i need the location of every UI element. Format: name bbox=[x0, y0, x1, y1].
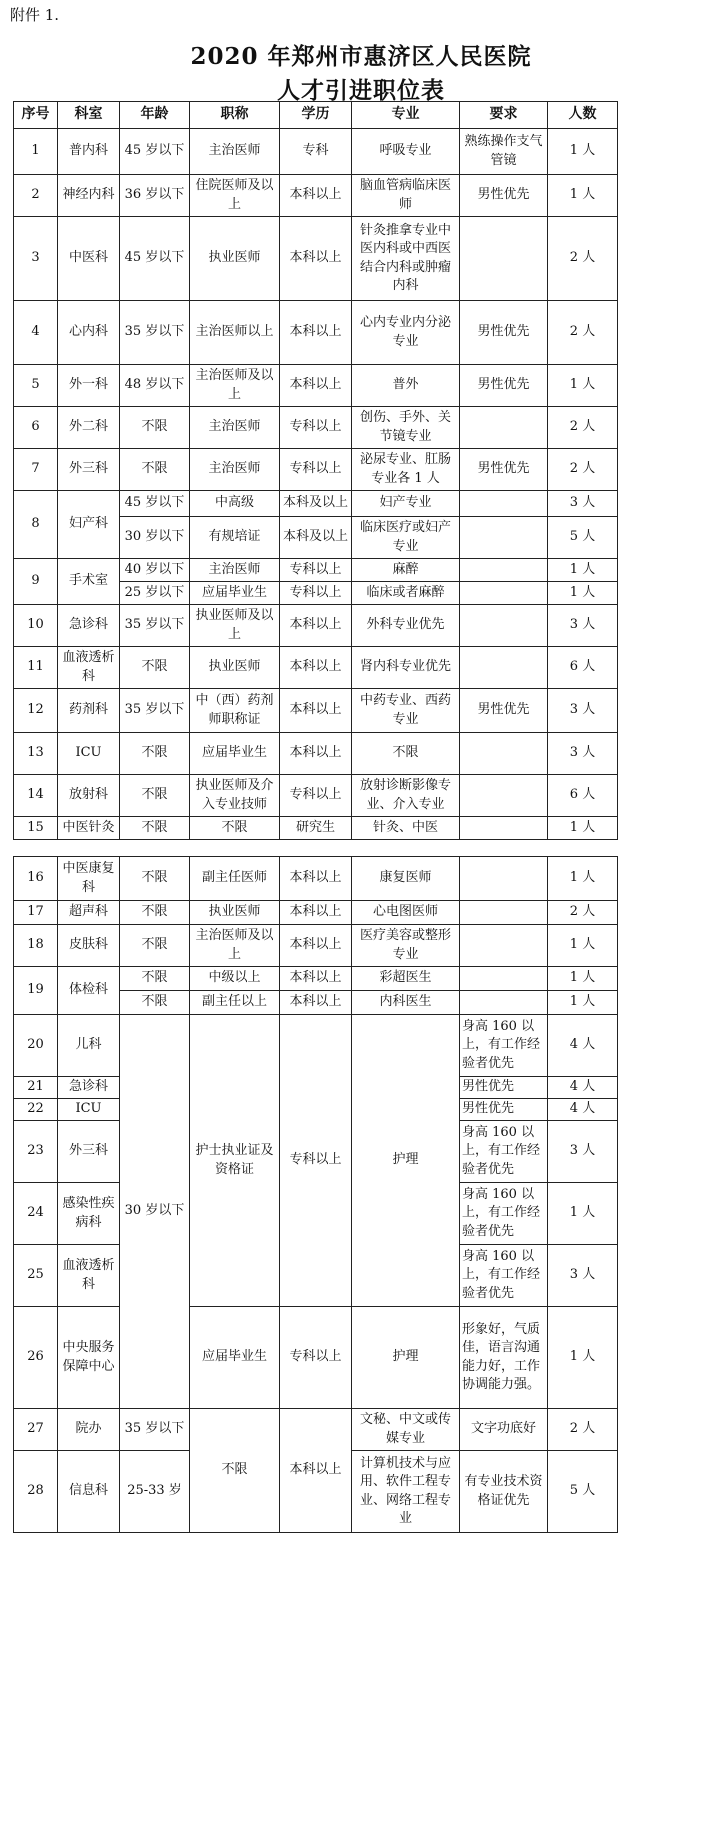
cell-edu: 本科以上 bbox=[280, 365, 352, 407]
document-title: 2020 年郑州市惠济区人民医院 bbox=[190, 43, 532, 70]
cell-age: 45 岁以下 bbox=[120, 491, 190, 517]
cell-num: 5 人 bbox=[548, 1451, 618, 1533]
cell-major: 临床或者麻醉 bbox=[352, 582, 460, 605]
table-row bbox=[14, 647, 618, 689]
cell-edu: 本科及以上 bbox=[280, 491, 352, 517]
cell-req bbox=[460, 582, 548, 605]
cell-dept: 院办 bbox=[58, 1409, 120, 1451]
cell-age: 不限 bbox=[120, 991, 190, 1015]
cell-dept: 感染性疾病科 bbox=[58, 1183, 120, 1245]
cell-no: 4 bbox=[14, 301, 58, 365]
cell-major: 脑血管病临床医师 bbox=[352, 175, 460, 217]
cell-title: 主治医师以上 bbox=[190, 301, 280, 365]
cell-dept: 体检科 bbox=[58, 967, 120, 1015]
table-row bbox=[14, 129, 618, 175]
cell-num: 1 人 bbox=[548, 925, 618, 967]
cell-num: 1 人 bbox=[548, 175, 618, 217]
cell-num: 2 人 bbox=[548, 901, 618, 925]
positions-table-part2 bbox=[13, 856, 618, 1533]
cell-edu: 专科 bbox=[280, 129, 352, 175]
cell-num: 1 人 bbox=[548, 1307, 618, 1409]
cell-dept: 皮肤科 bbox=[58, 925, 120, 967]
cell-req: 男性优先 bbox=[460, 1077, 548, 1099]
cell-num: 1 人 bbox=[548, 857, 618, 901]
cell-edu: 本科以上 bbox=[280, 857, 352, 901]
cell-age: 35 岁以下 bbox=[120, 301, 190, 365]
cell-dept: 超声科 bbox=[58, 901, 120, 925]
cell-age: 40 岁以下 bbox=[120, 559, 190, 582]
table-row bbox=[14, 925, 618, 967]
cell-age: 45 岁以下 bbox=[120, 129, 190, 175]
cell-major: 呼吸专业 bbox=[352, 129, 460, 175]
cell-num: 1 人 bbox=[548, 1183, 618, 1245]
cell-num: 4 人 bbox=[548, 1015, 618, 1077]
cell-no: 21 bbox=[14, 1077, 58, 1099]
cell-dept: ICU bbox=[58, 733, 120, 775]
cell-no: 9 bbox=[14, 559, 58, 605]
document-subtitle: 人才引进职位表 bbox=[277, 77, 445, 104]
cell-no: 18 bbox=[14, 925, 58, 967]
cell-num: 4 人 bbox=[548, 1077, 618, 1099]
cell-age: 25 岁以下 bbox=[120, 582, 190, 605]
header-major: 专业 bbox=[352, 102, 460, 129]
cell-dept: 中医针灸 bbox=[58, 817, 120, 840]
cell-dept: 中医科 bbox=[58, 217, 120, 301]
cell-no: 23 bbox=[14, 1121, 58, 1183]
cell-no: 25 bbox=[14, 1245, 58, 1307]
cell-edu: 专科以上 bbox=[280, 775, 352, 817]
cell-num: 3 人 bbox=[548, 1121, 618, 1183]
cell-age: 30 岁以下 bbox=[120, 1015, 190, 1409]
cell-req: 男性优先 bbox=[460, 689, 548, 733]
table-row bbox=[14, 967, 618, 991]
cell-title: 副主任医师 bbox=[190, 857, 280, 901]
cell-major: 护理 bbox=[352, 1307, 460, 1409]
cell-num: 1 人 bbox=[548, 991, 618, 1015]
cell-age: 35 岁以下 bbox=[120, 1409, 190, 1451]
cell-age: 不限 bbox=[120, 817, 190, 840]
cell-no: 10 bbox=[14, 605, 58, 647]
cell-num: 3 人 bbox=[548, 733, 618, 775]
cell-major: 计算机技术与应用、软件工程专业、网络工程专业 bbox=[352, 1451, 460, 1533]
header-no: 序号 bbox=[14, 102, 58, 129]
cell-no: 17 bbox=[14, 901, 58, 925]
cell-req: 男性优先 bbox=[460, 449, 548, 491]
cell-no: 7 bbox=[14, 449, 58, 491]
cell-num: 2 人 bbox=[548, 301, 618, 365]
cell-num: 3 人 bbox=[548, 491, 618, 517]
table-row bbox=[14, 301, 618, 365]
cell-title: 主治医师 bbox=[190, 407, 280, 449]
table-row bbox=[14, 605, 618, 647]
cell-major: 泌尿专业、肛肠专业各 1 人 bbox=[352, 449, 460, 491]
cell-num: 2 人 bbox=[548, 449, 618, 491]
cell-edu: 专科以上 bbox=[280, 407, 352, 449]
cell-age: 35 岁以下 bbox=[120, 605, 190, 647]
cell-title: 主治医师 bbox=[190, 559, 280, 582]
cell-age: 不限 bbox=[120, 407, 190, 449]
cell-title: 主治医师及以上 bbox=[190, 925, 280, 967]
cell-edu: 本科以上 bbox=[280, 991, 352, 1015]
cell-req: 有专业技术资格证优先 bbox=[460, 1451, 548, 1533]
cell-age: 不限 bbox=[120, 449, 190, 491]
cell-no: 27 bbox=[14, 1409, 58, 1451]
table-row bbox=[14, 449, 618, 491]
cell-title: 不限 bbox=[190, 817, 280, 840]
cell-no: 28 bbox=[14, 1451, 58, 1533]
cell-age: 25-33 岁 bbox=[120, 1451, 190, 1533]
table-row bbox=[14, 175, 618, 217]
cell-num: 2 人 bbox=[548, 407, 618, 449]
cell-dept: 信息科 bbox=[58, 1451, 120, 1533]
cell-req bbox=[460, 217, 548, 301]
cell-title: 执业医师 bbox=[190, 217, 280, 301]
cell-edu: 专科以上 bbox=[280, 582, 352, 605]
cell-no: 24 bbox=[14, 1183, 58, 1245]
cell-num: 1 人 bbox=[548, 365, 618, 407]
cell-no: 2 bbox=[14, 175, 58, 217]
cell-dept: 神经内科 bbox=[58, 175, 120, 217]
cell-req bbox=[460, 407, 548, 449]
cell-req bbox=[460, 991, 548, 1015]
cell-title: 有规培证 bbox=[190, 517, 280, 559]
cell-title: 执业医师及介入专业技师 bbox=[190, 775, 280, 817]
cell-age: 不限 bbox=[120, 647, 190, 689]
cell-title: 执业医师 bbox=[190, 647, 280, 689]
cell-title: 应届毕业生 bbox=[190, 1307, 280, 1409]
cell-req bbox=[460, 605, 548, 647]
cell-no: 14 bbox=[14, 775, 58, 817]
cell-age: 不限 bbox=[120, 967, 190, 991]
cell-no: 22 bbox=[14, 1099, 58, 1121]
cell-dept: 药剂科 bbox=[58, 689, 120, 733]
cell-major: 护理 bbox=[352, 1015, 460, 1307]
cell-dept: 急诊科 bbox=[58, 605, 120, 647]
cell-edu: 本科以上 bbox=[280, 647, 352, 689]
cell-title: 不限 bbox=[190, 1409, 280, 1533]
cell-dept: 普内科 bbox=[58, 129, 120, 175]
cell-major: 针灸推拿专业中医内科或中西医结合内科或肿瘤内科 bbox=[352, 217, 460, 301]
cell-no: 12 bbox=[14, 689, 58, 733]
table-row bbox=[14, 217, 618, 301]
cell-dept: 中央服务保障中心 bbox=[58, 1307, 120, 1409]
cell-req: 身高 160 以上，有工作经验者优先 bbox=[460, 1245, 548, 1307]
cell-no: 16 bbox=[14, 857, 58, 901]
table-row bbox=[14, 733, 618, 775]
cell-major: 内科医生 bbox=[352, 991, 460, 1015]
cell-edu: 本科以上 bbox=[280, 967, 352, 991]
cell-req bbox=[460, 517, 548, 559]
cell-major: 普外 bbox=[352, 365, 460, 407]
cell-dept: 外二科 bbox=[58, 407, 120, 449]
cell-edu: 本科以上 bbox=[280, 605, 352, 647]
cell-num: 1 人 bbox=[548, 967, 618, 991]
cell-edu: 本科以上 bbox=[280, 175, 352, 217]
cell-no: 8 bbox=[14, 491, 58, 559]
cell-num: 6 人 bbox=[548, 775, 618, 817]
cell-title: 执业医师 bbox=[190, 901, 280, 925]
annex-label: 附件 1. bbox=[10, 6, 60, 24]
cell-num: 1 人 bbox=[548, 582, 618, 605]
cell-title: 护士执业证及资格证 bbox=[190, 1015, 280, 1307]
cell-edu: 专科以上 bbox=[280, 559, 352, 582]
cell-dept: 血液透析科 bbox=[58, 647, 120, 689]
cell-req: 形象好，气质佳，语言沟通能力好，工作协调能力强。 bbox=[460, 1307, 548, 1409]
cell-req bbox=[460, 559, 548, 582]
cell-title: 中（西）药剂师职称证 bbox=[190, 689, 280, 733]
cell-num: 1 人 bbox=[548, 129, 618, 175]
cell-major: 心电图医师 bbox=[352, 901, 460, 925]
cell-major: 外科专业优先 bbox=[352, 605, 460, 647]
table-row bbox=[14, 559, 618, 582]
cell-dept: ICU bbox=[58, 1099, 120, 1121]
cell-num: 5 人 bbox=[548, 517, 618, 559]
cell-req bbox=[460, 817, 548, 840]
cell-num: 1 人 bbox=[548, 559, 618, 582]
cell-age: 30 岁以下 bbox=[120, 517, 190, 559]
cell-num: 6 人 bbox=[548, 647, 618, 689]
cell-dept: 放射科 bbox=[58, 775, 120, 817]
cell-no: 19 bbox=[14, 967, 58, 1015]
cell-edu: 专科以上 bbox=[280, 1307, 352, 1409]
cell-edu: 本科以上 bbox=[280, 733, 352, 775]
cell-age: 不限 bbox=[120, 857, 190, 901]
cell-edu: 专科以上 bbox=[280, 1015, 352, 1307]
header-req: 要求 bbox=[460, 102, 548, 129]
cell-dept: 外三科 bbox=[58, 449, 120, 491]
cell-title: 中级以上 bbox=[190, 967, 280, 991]
cell-no: 13 bbox=[14, 733, 58, 775]
cell-num: 3 人 bbox=[548, 605, 618, 647]
cell-title: 主治医师 bbox=[190, 129, 280, 175]
cell-dept: 儿科 bbox=[58, 1015, 120, 1077]
cell-edu: 本科以上 bbox=[280, 689, 352, 733]
cell-title: 执业医师及以上 bbox=[190, 605, 280, 647]
positions-table-part1 bbox=[13, 101, 618, 840]
cell-major: 放射诊断影像专业、介入专业 bbox=[352, 775, 460, 817]
cell-no: 6 bbox=[14, 407, 58, 449]
cell-major: 康复医师 bbox=[352, 857, 460, 901]
cell-title: 主治医师 bbox=[190, 449, 280, 491]
cell-major: 妇产专业 bbox=[352, 491, 460, 517]
cell-dept: 心内科 bbox=[58, 301, 120, 365]
table-row bbox=[14, 817, 618, 840]
cell-age: 不限 bbox=[120, 925, 190, 967]
table-row bbox=[14, 857, 618, 901]
cell-edu: 研究生 bbox=[280, 817, 352, 840]
cell-req bbox=[460, 925, 548, 967]
cell-no: 26 bbox=[14, 1307, 58, 1409]
table-row bbox=[14, 407, 618, 449]
table-row bbox=[14, 491, 618, 517]
cell-title: 住院医师及以上 bbox=[190, 175, 280, 217]
cell-req: 男性优先 bbox=[460, 301, 548, 365]
cell-major: 创伤、手外、关节镜专业 bbox=[352, 407, 460, 449]
header-title: 职称 bbox=[190, 102, 280, 129]
cell-edu: 专科以上 bbox=[280, 449, 352, 491]
cell-age: 36 岁以下 bbox=[120, 175, 190, 217]
cell-major: 麻醉 bbox=[352, 559, 460, 582]
cell-title: 应届毕业生 bbox=[190, 582, 280, 605]
header-edu: 学历 bbox=[280, 102, 352, 129]
cell-edu: 本科以上 bbox=[280, 301, 352, 365]
cell-req bbox=[460, 775, 548, 817]
cell-req bbox=[460, 901, 548, 925]
cell-no: 11 bbox=[14, 647, 58, 689]
header-age: 年龄 bbox=[120, 102, 190, 129]
table-row bbox=[14, 901, 618, 925]
cell-age: 不限 bbox=[120, 775, 190, 817]
cell-req: 身高 160 以上，有工作经验者优先 bbox=[460, 1015, 548, 1077]
cell-major: 心内专业内分泌专业 bbox=[352, 301, 460, 365]
cell-major: 中药专业、西药专业 bbox=[352, 689, 460, 733]
cell-edu: 本科以上 bbox=[280, 925, 352, 967]
cell-title: 中高级 bbox=[190, 491, 280, 517]
cell-dept: 手术室 bbox=[58, 559, 120, 605]
cell-age: 48 岁以下 bbox=[120, 365, 190, 407]
cell-no: 15 bbox=[14, 817, 58, 840]
cell-num: 3 人 bbox=[548, 689, 618, 733]
cell-req: 身高 160 以上，有工作经验者优先 bbox=[460, 1121, 548, 1183]
cell-no: 20 bbox=[14, 1015, 58, 1077]
cell-req bbox=[460, 967, 548, 991]
cell-major: 文秘、中文或传媒专业 bbox=[352, 1409, 460, 1451]
cell-age: 不限 bbox=[120, 733, 190, 775]
cell-edu: 本科以上 bbox=[280, 1409, 352, 1533]
cell-major: 彩超医生 bbox=[352, 967, 460, 991]
cell-dept: 急诊科 bbox=[58, 1077, 120, 1099]
table-row bbox=[14, 1409, 618, 1451]
cell-req: 男性优先 bbox=[460, 365, 548, 407]
cell-major: 针灸、中医 bbox=[352, 817, 460, 840]
table-row bbox=[14, 1015, 618, 1077]
cell-major: 医疗美容或整形专业 bbox=[352, 925, 460, 967]
cell-edu: 本科及以上 bbox=[280, 517, 352, 559]
cell-num: 2 人 bbox=[548, 1409, 618, 1451]
cell-req bbox=[460, 733, 548, 775]
header-dept: 科室 bbox=[58, 102, 120, 129]
cell-dept: 外一科 bbox=[58, 365, 120, 407]
cell-no: 5 bbox=[14, 365, 58, 407]
table-row bbox=[14, 775, 618, 817]
cell-major: 不限 bbox=[352, 733, 460, 775]
cell-dept: 血液透析科 bbox=[58, 1245, 120, 1307]
table-row bbox=[14, 1307, 618, 1409]
cell-req: 文字功底好 bbox=[460, 1409, 548, 1451]
table-row bbox=[14, 365, 618, 407]
table-row bbox=[14, 689, 618, 733]
cell-req: 男性优先 bbox=[460, 1099, 548, 1121]
cell-num: 4 人 bbox=[548, 1099, 618, 1121]
cell-req bbox=[460, 491, 548, 517]
cell-major: 临床医疗或妇产专业 bbox=[352, 517, 460, 559]
cell-req: 熟练操作支气管镜 bbox=[460, 129, 548, 175]
cell-dept: 妇产科 bbox=[58, 491, 120, 559]
cell-no: 3 bbox=[14, 217, 58, 301]
cell-num: 3 人 bbox=[548, 1245, 618, 1307]
cell-no: 1 bbox=[14, 129, 58, 175]
cell-num: 2 人 bbox=[548, 217, 618, 301]
cell-edu: 本科以上 bbox=[280, 217, 352, 301]
cell-req bbox=[460, 647, 548, 689]
cell-age: 不限 bbox=[120, 901, 190, 925]
cell-dept: 外三科 bbox=[58, 1121, 120, 1183]
cell-req bbox=[460, 857, 548, 901]
cell-edu: 本科以上 bbox=[280, 901, 352, 925]
cell-title: 主治医师及以上 bbox=[190, 365, 280, 407]
cell-age: 45 岁以下 bbox=[120, 217, 190, 301]
header-num: 人数 bbox=[548, 102, 618, 129]
table-header-row bbox=[14, 102, 618, 129]
cell-major: 肾内科专业优先 bbox=[352, 647, 460, 689]
cell-dept: 中医康复科 bbox=[58, 857, 120, 901]
cell-req: 身高 160 以上，有工作经验者优先 bbox=[460, 1183, 548, 1245]
cell-req: 男性优先 bbox=[460, 175, 548, 217]
cell-title: 副主任以上 bbox=[190, 991, 280, 1015]
cell-num: 1 人 bbox=[548, 817, 618, 840]
cell-title: 应届毕业生 bbox=[190, 733, 280, 775]
cell-age: 35 岁以下 bbox=[120, 689, 190, 733]
